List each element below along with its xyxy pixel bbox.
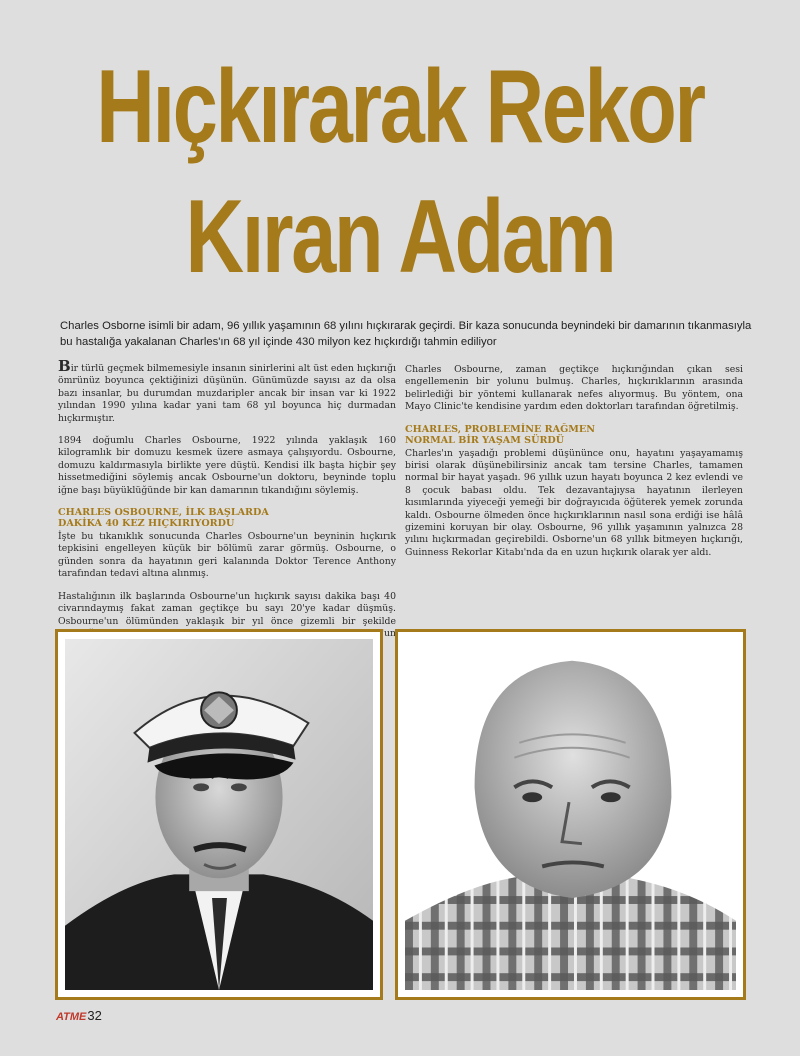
paragraph-6: Charles'ın yaşadığı problemi düşününce onu, hayatını yaşayamamış birisi olarak düşünebilirsiniz ancak tam tersine Charles, tamamen normal bir hayat yaşadı. 96 yıllık uzun hayatı boyunca 2 kez evlendi ve 8 çocuk babası oldu. Tek dezavantajıysa hayatının ilerleyen kısımlarında yiyeceği yemeği bir doğrayıcıda öğüterek yemek zorunda kaldı. Osbourne ölmeden önce hıçkırıklarının nasıl sona erdiği ise hâlâ gizemini koruyan bir olay. Osbourne, 96 yıllık yaşamının yalnızca 28 yılını hıçkırmadan geçirebildi. Osborne'un 68 yıllık bitmeyen hıçkırığı, Guinness Rekorlar Kitabı'nda da en uzun hıçkırık olarak yer aldı. [405,447,743,558]
paragraph-2: 1894 doğumlu Charles Osbourne, 1922 yılında yaklaşık 160 kilogramlık bir domuzu kesmek üzere asmaya çalışıyordu. Osbourne, domuzu kaldırmasıyla birlikte yere düştü. Kendisi ilk başta hiçbir şey hissetmediğini söylemiş ancak Osbourne'un doktoru, beyninde toplu iğne başı büyüklüğünde bir kan damarının tıkandığını söylemiş. [58,435,396,496]
lead-paragraph: Charles Osborne isimli bir adam, 96 yıllık yaşamının 68 yılını hıçkırarak geçirdi. Bir kaza sonucunda beynindeki bir damarının tıkanmasıyla bu hastalığa yakalanan Charles'ın 68 yıl içinde 430 milyon kez hıçkırdığı tahmin ediliyor [60,320,752,348]
photo-elderly-charles-osborne [395,629,746,1000]
article-column-right [405,364,743,569]
paragraph-4: Hastalığının ilk başlarında Osbourne'un hıçkırık sayısı dakika başı 40 civarındaymış fakat zaman geçtikçe bu sayı 20'ye kadar düşmüş. Osbourne'un ölümünden yaklaşık bir yıl önce gizemli bir şekilde [58,590,396,627]
article-column-left [58,357,396,663]
photo-young-charles-osborne [55,629,383,1000]
page-footer [56,1008,102,1023]
subheading-1: CHARLES OSBOURNE, İLK BAŞLARDA DAKİKA 40 KEZ HIÇKIRIYORDU [58,507,269,530]
page-number: 32 [87,1008,102,1023]
paragraph-1: Bir türlü geçmek bilmemesiyle insanın sinirlerini alt üst eden hıçkırığı ömrünüz boyunca çektiğinizi düşünün. Günümüzde sayısı az da olsa bazı insanlar, bu durumdan muzdaripler ancak bir insan var ki 1922 yılından 1990 yılına kadar yani tam 68 yıl boyunca hiç durmadan hıçkırmıştır. [58,357,396,424]
drop-cap: B [58,357,71,375]
paragraph-5: Charles Osbourne, zaman geçtikçe hıçkırığından çıkan sesi engellemenin bir yolunu bulmuş. Charles, hıçkırıklarının arasında belirlediği bir yöntemi kullanarak nefes alıyormuş. Bu yöntem, ona Mayo Clinic'te kendisine yardım eden doktorları tarafından öğretilmiş. [405,364,743,413]
young-man-portrait-image [65,639,373,990]
subheading-2: CHARLES, PROBLEMİNE RAĞMEN NORMAL BİR YAŞAM SÜRDÜ [405,423,595,446]
elderly-man-portrait-image [405,639,736,990]
article-title-line2: Kıran Adam [185,179,615,295]
paragraph-3: İşte bu tıkanıklık sonucunda Charles Osbourne'un beyninin hıçkırık tepkisini engelleyen küçük bir bölümü zarar görmüş. Osbourne, o günden sonra da hayatının geri kalanında Doktor Terence Anthony tarafından tedavi altına alınmış. [58,531,396,580]
magazine-logo: ATME [56,1011,87,1023]
article-title-line1: Hıçkırarak Rekor [96,49,704,165]
